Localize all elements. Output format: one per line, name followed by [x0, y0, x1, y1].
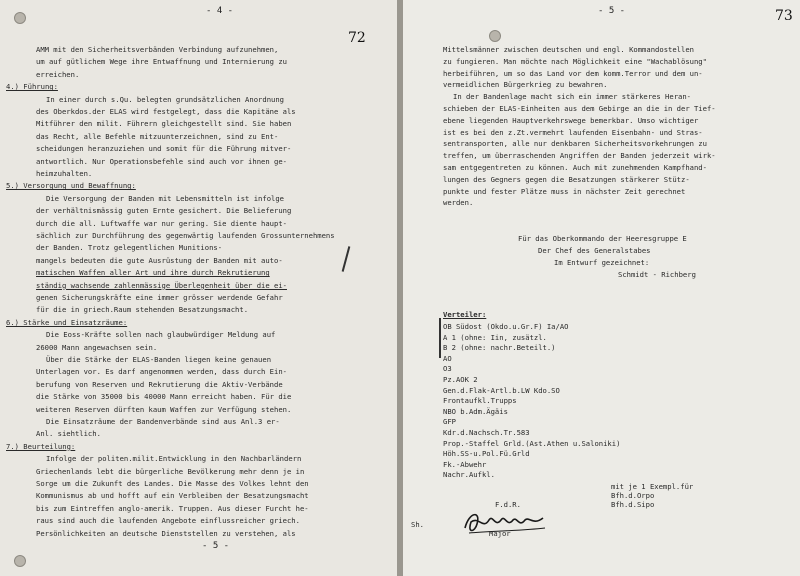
text-line: der verhältnismässig guten Ernte gesichert. Die Belieferung: [36, 206, 292, 216]
signature-line: Im Entwurf gezeichnet:: [554, 258, 650, 267]
distribution-item: A 1 (ohne: Iin, zusätzl.: [443, 332, 547, 342]
distribution-item: GFP: [443, 417, 456, 427]
footer-page-number: - 5 -: [202, 541, 230, 551]
text-line: bis zum Eintreffen anglo-amerik. Truppen. Aus dieser Furcht he-: [36, 503, 309, 513]
distribution-item: NBO b.Adm.Ägäis: [443, 406, 508, 416]
text-line: des Oberkdos.der ELAS wird festgelegt, dass die Kapitäne als: [36, 107, 296, 116]
text-line: Griechenlands lebt die bürgerliche Bevölkerung mehr denn je in: [36, 466, 305, 476]
text-line: das Recht, alle Befehle mitzuunterzeichnen, sind zu Ent-: [36, 131, 279, 141]
text-line: Persönlichkeiten an deutsche Dienststellen zu verstehen, als: [36, 528, 296, 538]
text-line: Die Versorgung der Banden mit Lebensmitteln ist infolge: [46, 193, 284, 203]
text-line: matischen Waffen aller Art und ihre durch Rekrutierung: [36, 268, 270, 278]
punch-hole: [489, 30, 501, 42]
text-line: In einer durch s.Qu. belegten grundsätzlichen Anordnung: [46, 94, 284, 104]
text-line: sam entgegentreten zu können. Auch mit zunehmenden Kampfhand-: [443, 163, 707, 172]
distribution-note-line: Bfh.d.Orpo: [611, 491, 655, 500]
text-line: schieben der ELAS-Einheiten aus dem Gebirge an die in der Tief-: [443, 104, 716, 113]
distribution-item: Höh.SS-u.Pol.Fü.Grld: [443, 449, 530, 459]
text-line: Mitführer den milit. Führern gleichgestellt sind. Sie haben: [36, 119, 292, 129]
text-line: 26000 Mann angewachsen sein.: [36, 342, 158, 352]
text-line: 4.) Führung:: [6, 82, 58, 92]
text-line: um auf gütlichem Wege ihre Entwaffnung und Internierung zu: [36, 57, 287, 67]
text-line: erreichen.: [36, 69, 80, 79]
punch-hole: [14, 555, 26, 567]
text-line: zu fungieren. Man möchte nach Möglichkeit eine "Wachablösung": [443, 56, 707, 66]
text-line: ebene liegenden Hauptverkehrswege bemerkbar. Umso wichtiger: [443, 115, 699, 125]
text-line: Unterlagen vor. Es darf angenommen werden, dass durch Ein-: [36, 367, 287, 377]
bracket-mark: [439, 318, 441, 358]
text-line: Mittelsmänner zwischen deutschen und engl. Kommandostellen: [443, 45, 694, 54]
punch-hole: [14, 12, 26, 24]
text-line: raus sind auch die laufenden Angebote einflussreicher griech.: [36, 516, 300, 526]
text-line: heimzuhalten.: [36, 169, 93, 178]
distribution-item: Fk.-Abwehr: [443, 459, 487, 469]
text-line: Anl. siehtlich.: [36, 429, 101, 439]
text-line: lungen des Gegners gegen die Besatzungen stärkerer Stütz-: [443, 174, 690, 184]
left-page: [0, 0, 397, 576]
text-line: mangels bedeuten die gute Ausrüstung der Banden mit auto-: [36, 255, 283, 265]
distribution-item: Kdr.d.Nachsch.Tr.583: [443, 428, 530, 437]
signature-line: Der Chef des Generalstabes: [538, 246, 651, 255]
distribution-item: O3: [443, 364, 452, 374]
text-line: Über die Stärke der ELAS-Banden liegen keine genauen: [46, 355, 272, 364]
text-line: Die Eoss-Kräfte sollen nach glaubwürdiger Meldung auf: [46, 330, 276, 340]
text-line: Infolge der politen.milit.Entwicklung in den Nachbarländern: [46, 454, 302, 464]
distribution-item: B 2 (ohne: nachr.Beteilt.): [443, 343, 556, 353]
signature-line: Für das Oberkommando der Heeresgruppe E: [518, 234, 687, 243]
page-number: - 5 -: [598, 6, 626, 16]
archive-number: 73: [775, 8, 793, 24]
text-line: der Banden. Trotz gelegentlichen Munitions-: [36, 243, 223, 253]
text-line: werden.: [443, 198, 474, 208]
text-line: weiteren Reserven dürften kaum Waffen zur Verfügung stehen.: [36, 404, 292, 414]
text-line: herbeiführen, um so das Land vor dem komm.Terror und dem un-: [443, 68, 703, 78]
archive-number: 72: [348, 30, 366, 46]
text-line: In der Bandenlage macht sich ein immer stärkeres Heran-: [453, 92, 691, 102]
text-line: 6.) Stärke und Einsatzräume:: [6, 317, 128, 327]
text-line: ist es bei den z.Zt.vermehrt laufenden Eisenbahn- und Stras-: [443, 127, 703, 137]
text-line: 7.) Beurteilung:: [6, 441, 76, 451]
distribution-item: Prop.-Staffel Grld.(Ast.Athen u.Saloniki): [443, 438, 621, 448]
fdr-label: F.d.R.: [495, 500, 521, 509]
distribution-item: Frontaufkl.Trupps: [443, 396, 517, 406]
text-line: AMM mit den Sicherheitsverbänden Verbindung aufzunehmen,: [36, 45, 279, 54]
distribution-note-line: Bfh.d.Sipo: [611, 500, 655, 509]
verteiler-heading: Verteiler:: [443, 310, 487, 319]
right-page: [403, 0, 800, 576]
text-line: ständig wachsende zahlenmässige Überlegenheit über die ei-: [36, 280, 287, 290]
signature-line: Schmidt - Richberg: [618, 270, 696, 279]
text-line: vermeidlichen Bürgerkrieg zu bewahren.: [443, 80, 608, 90]
distribution-item: AO: [443, 353, 452, 363]
distribution-item: Gen.d.Flak-Artl.b.LW Kdo.SO: [443, 385, 560, 395]
text-line: Sorge um die Zukunft des Landes. Die Masse des Volkes lehnt den: [36, 479, 309, 488]
text-line: Kommunismus ab und hofft auf ein Verbleiben der Besatzungsmacht: [36, 491, 309, 501]
page-number: - 4 -: [206, 6, 234, 16]
distribution-item: Pz.AOK 2: [443, 375, 478, 384]
text-line: für die in griech.Raum stehenden Besatzungsmacht.: [36, 305, 249, 315]
text-line: berufung von Reserven und Rekrutierung die Aktiv-Verbände: [36, 379, 283, 389]
text-line: antwortlich. Nur Operationsbefehle sind auch vor ihnen ge-: [36, 156, 287, 166]
margin-mark: [342, 246, 351, 272]
text-line: treffen, um überraschenden Angriffen der Banden jederzeit wirk-: [443, 151, 716, 161]
text-line: scheidungen heranzuziehen und somit für die Führung mitver-: [36, 144, 292, 154]
distribution-note-line: mit je 1 Exempl.für: [611, 482, 694, 491]
distribution-item: Nachr.Aufkl.: [443, 470, 495, 480]
text-line: genen Sicherungskräfte eine immer grösser werdende Gefahr: [36, 293, 283, 302]
margin-note: Sh.: [411, 520, 424, 529]
distribution-item: OB Südost (Okdo.u.Gr.F) Ia/AO: [443, 322, 569, 331]
text-line: die Stärke von 35000 bis 40000 Mann erreicht haben. Für die: [36, 392, 292, 402]
text-line: Die Einsatzräume der Bandenverbände sind aus Anl.3 er-: [46, 417, 280, 426]
text-line: durch die all. Luftwaffe war nur gering. Sie diente haupt-: [36, 218, 287, 228]
text-line: punkte und fester Plätze muss in nächster Zeit gerechnet: [443, 186, 686, 196]
rank-label: Major: [489, 529, 511, 538]
text-line: 5.) Versorgung und Bewaffnung:: [6, 181, 136, 191]
text-line: sächlich zur Durchführung des gegenwärtig laufenden Grossunternehmens: [36, 231, 335, 240]
text-line: sentransporten, alle nur denkbaren Sicherheitsvorkehrungen zu: [443, 139, 707, 149]
